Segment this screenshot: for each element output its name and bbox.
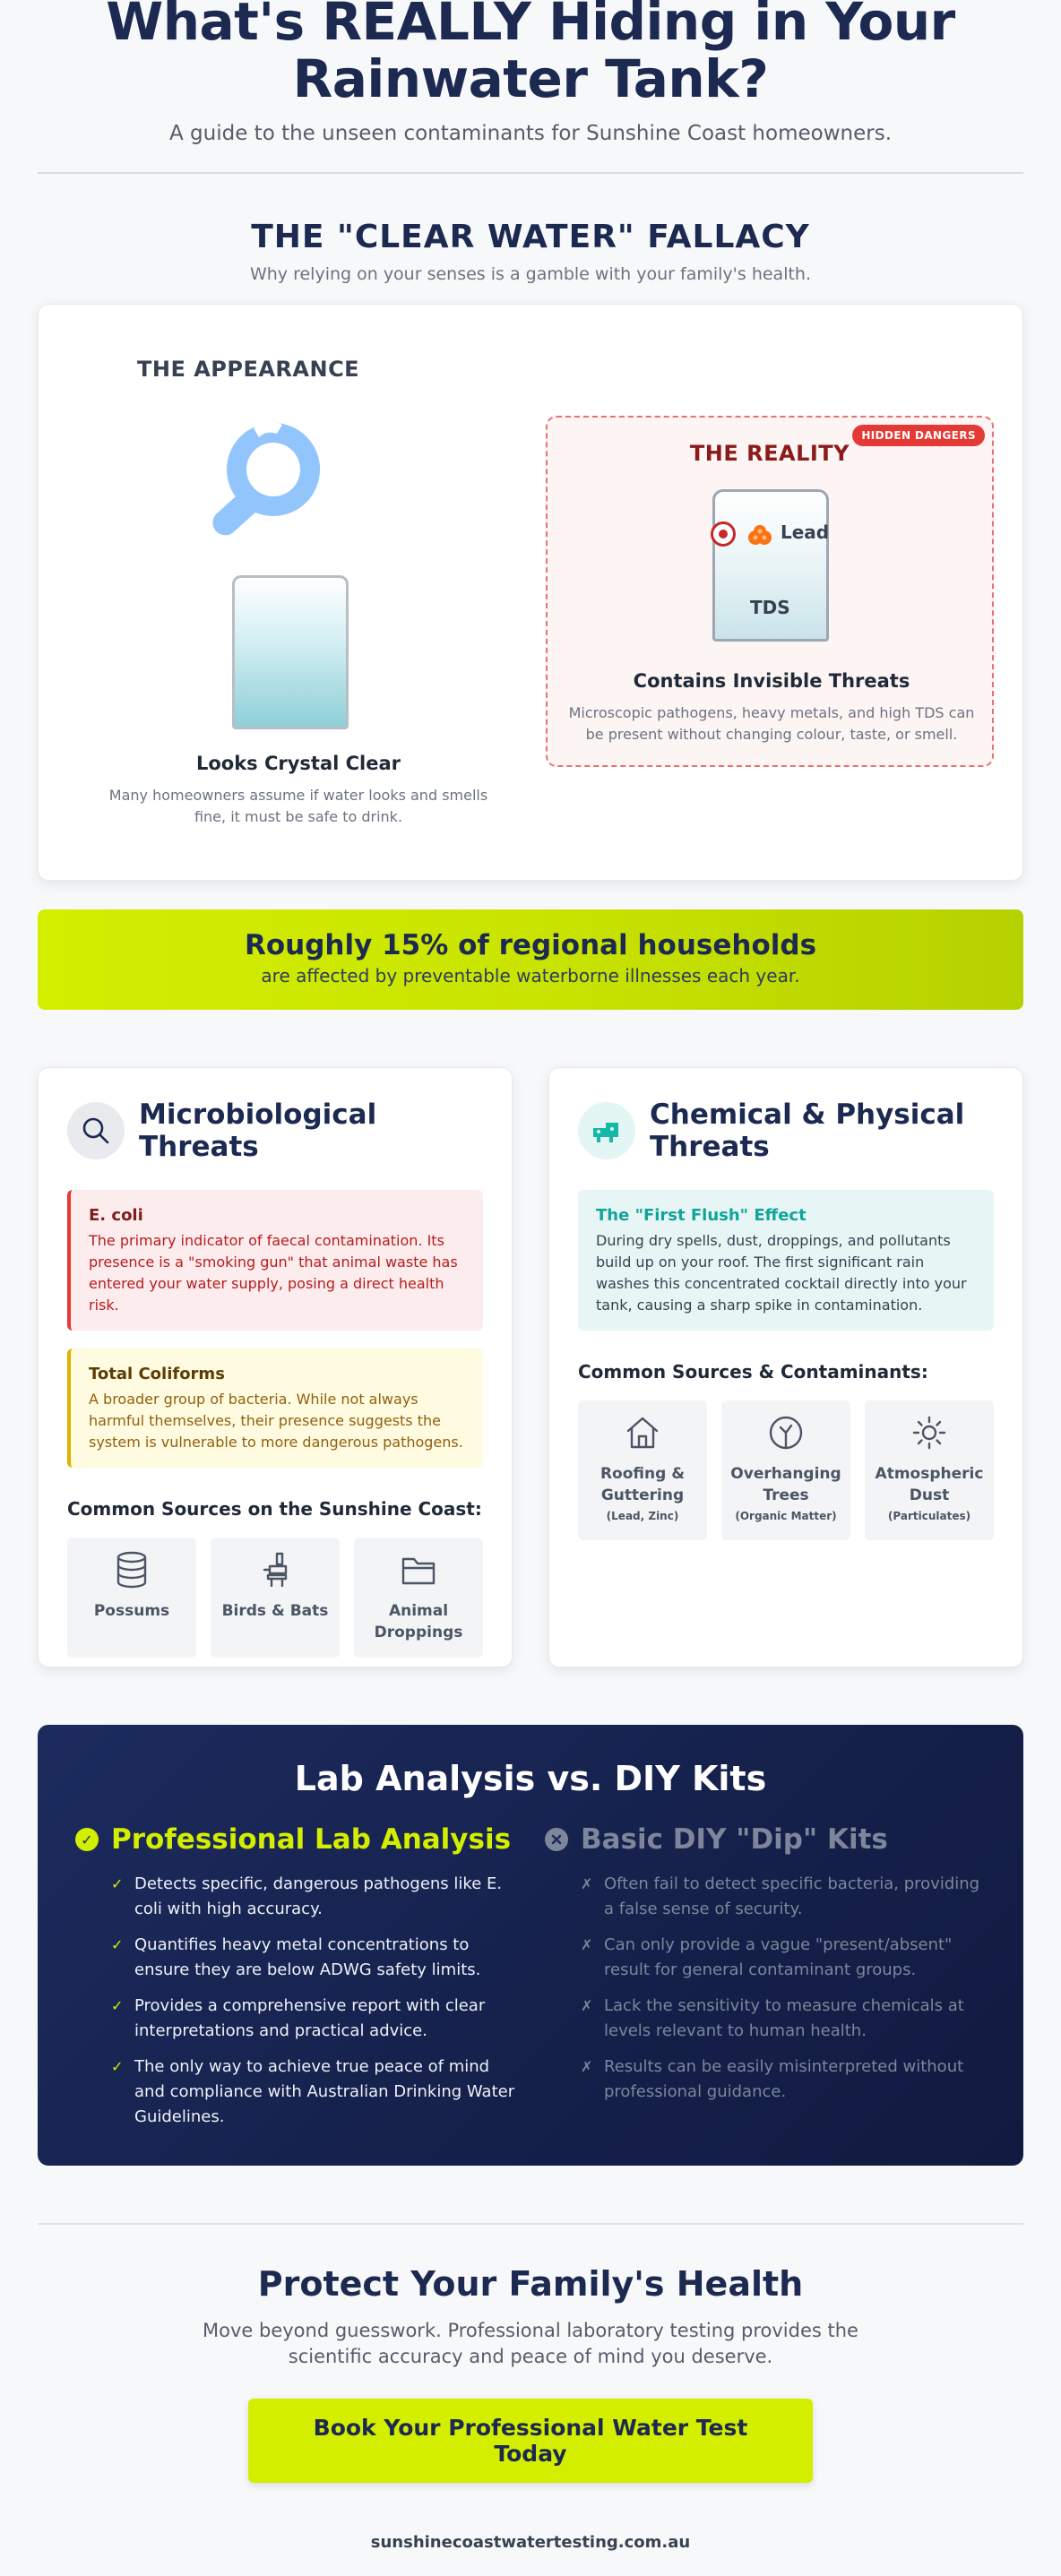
statistic-banner xyxy=(38,909,1023,1010)
source-sublabel: (Particulates) xyxy=(887,1510,971,1522)
list-item-text: Lack the sensitivity to measure chemicals at levels relevant to human health. xyxy=(604,1996,964,2040)
fallacy-subtitle: Why relying on your senses is a gamble with your family's health. xyxy=(249,264,812,284)
cross-icon: ✗ xyxy=(581,1936,593,1953)
cta-text: Move beyond guesswork. Professional laboratory testing provides the scientific accuracy and peace of mind you deserve. xyxy=(203,2320,858,2367)
chem-sources-list xyxy=(578,1400,994,1540)
ecoli-title: E. coli xyxy=(89,1206,143,1225)
source-label: Birds & Bats xyxy=(221,1602,329,1620)
factory-icon xyxy=(578,1102,635,1159)
clear-water-glass xyxy=(232,575,349,729)
home-icon xyxy=(623,1439,662,1456)
cross-icon: ✗ xyxy=(581,1875,593,1892)
source-label: Animal Droppings xyxy=(374,1602,463,1641)
hidden-dangers-badge: HIDDEN DANGERS xyxy=(852,425,985,446)
fallacy-card xyxy=(38,304,1023,881)
coliforms-alert xyxy=(67,1348,483,1468)
list-item-text: The only way to achieve true peace of mind and compliance with Australian Drinking Water Guidelines. xyxy=(134,2057,515,2126)
bacteria-icon xyxy=(746,523,773,552)
bird-icon xyxy=(257,1576,293,1593)
list-item xyxy=(111,1933,523,1983)
source-animal-droppings xyxy=(354,1538,483,1658)
page-title: What's REALLY Hiding in Your Rainwater Tank? xyxy=(106,0,955,109)
list-item xyxy=(581,1933,993,1983)
contaminated-water-glass xyxy=(712,489,829,642)
reality-heading: THE REALITY xyxy=(689,441,850,466)
cross-icon: ✗ xyxy=(581,1997,593,2014)
appearance-heading: THE APPEARANCE xyxy=(137,357,360,382)
sun-icon xyxy=(910,1439,949,1456)
appearance-caption-title: Looks Crystal Clear xyxy=(195,753,401,774)
ecoli-text: The primary indicator of faecal contamination. Its presence is a "smoking gun" that animal waste has entered your water supply, posing a direct health risk. xyxy=(89,1232,458,1314)
call-to-action xyxy=(38,2264,1023,2552)
magnifier-icon xyxy=(200,410,334,557)
source-label: Overhanging Trees xyxy=(730,1465,841,1504)
check-icon: ✓ xyxy=(111,1936,124,1953)
source-label: Roofing & Guttering xyxy=(600,1465,686,1504)
reality-caption-title: Contains Invisible Threats xyxy=(633,670,910,692)
appearance-caption xyxy=(92,753,505,828)
chem-sources-heading: Common Sources & Contaminants: xyxy=(578,1361,928,1383)
professional-list xyxy=(75,1872,523,2130)
list-item-text: Can only provide a vague "present/absent" result for general contaminant groups. xyxy=(604,1935,953,1979)
reality-caption xyxy=(565,670,978,745)
cross-icon: ✗ xyxy=(581,2058,593,2075)
list-item xyxy=(581,1872,993,1922)
check-icon: ✓ xyxy=(111,1997,124,2014)
lab-title: Lab Analysis vs. DIY Kits xyxy=(294,1759,767,1798)
source-possums xyxy=(67,1538,196,1658)
statistic-detail: are affected by preventable waterborne illnesses each year. xyxy=(261,965,800,986)
microbiological-header xyxy=(67,1098,483,1163)
list-item-text: Quantifies heavy metal concentrations to ensure they are below ADWG safety limits. xyxy=(134,1935,481,1979)
cross-circle-icon xyxy=(545,1828,568,1851)
fallacy-title: THE "CLEAR WATER" FALLACY xyxy=(251,219,810,255)
check-icon: ✓ xyxy=(111,1875,124,1892)
professional-title: Professional Lab Analysis xyxy=(111,1823,512,1856)
reality-caption-text: Microscopic pathogens, heavy metals, and high TDS can be present without changing colour, taste, or smell. xyxy=(568,704,975,743)
list-item xyxy=(581,2055,993,2105)
cta-divider xyxy=(38,2223,1023,2225)
folder-icon xyxy=(399,1576,438,1593)
coliforms-title: Total Coliforms xyxy=(89,1365,225,1383)
page-subtitle: A guide to the unseen contaminants for Sunshine Coast homeowners. xyxy=(169,122,892,145)
tree-icon xyxy=(766,1439,806,1456)
fallacy-header xyxy=(38,219,1023,284)
check-circle-icon: ✓ xyxy=(75,1828,99,1851)
coliforms-text: A broader group of bacteria. While not always harmful themselves, their presence suggests the system is vulnerable to more dangerous pathogens. xyxy=(89,1391,463,1451)
first-flush-title: The "First Flush" Effect xyxy=(596,1206,807,1225)
source-dust xyxy=(865,1400,994,1540)
list-item-text: Detects specific, dangerous pathogens like E. coli with high accuracy. xyxy=(134,1874,503,1918)
cta-title: Protect Your Family's Health xyxy=(257,2264,804,2304)
threats-row xyxy=(38,1067,1023,1667)
ecoli-alert xyxy=(67,1190,483,1331)
source-label: Possums xyxy=(93,1602,170,1620)
source-sublabel: (Organic Matter) xyxy=(735,1510,837,1522)
statistic-headline: Roughly 15% of regional households xyxy=(244,929,817,961)
professional-heading xyxy=(75,1823,523,1856)
source-birds-bats xyxy=(211,1538,340,1658)
chemical-card xyxy=(548,1067,1023,1667)
reality-panel xyxy=(546,416,994,767)
lab-comparison xyxy=(38,1725,1023,2166)
first-flush-text: During dry spells, dust, droppings, and pollutants build up on your roof. The first significant rain washes this concentrated cocktail directly into your tank, causing a sharp spike in contamination. xyxy=(596,1232,967,1314)
hero-divider xyxy=(38,172,1023,174)
list-item xyxy=(111,2055,523,2130)
check-icon: ✓ xyxy=(111,2058,124,2075)
chemical-title: Chemical & Physical Threats xyxy=(650,1098,965,1163)
source-label: Atmospheric Dust xyxy=(875,1465,984,1504)
search-icon xyxy=(67,1102,125,1159)
database-icon xyxy=(114,1576,150,1593)
source-trees xyxy=(721,1400,850,1540)
target-icon xyxy=(711,521,736,547)
diy-title: Basic DIY "Dip" Kits xyxy=(581,1823,888,1856)
website-link[interactable]: sunshinecoastwatertesting.com.au xyxy=(370,2533,691,2552)
diy-list xyxy=(545,1872,993,2105)
first-flush-alert xyxy=(578,1190,994,1331)
hero xyxy=(38,0,1023,145)
appearance-caption-text: Many homeowners assume if water looks and smells fine, it must be safe to drink. xyxy=(108,787,488,825)
chemical-header xyxy=(578,1098,994,1163)
micro-sources-heading: Common Sources on the Sunshine Coast: xyxy=(67,1498,482,1520)
lead-label: Lead xyxy=(781,521,830,543)
source-roofing xyxy=(578,1400,707,1540)
microbiological-card xyxy=(38,1067,513,1667)
list-item-text: Often fail to detect specific bacteria, providing a false sense of security. xyxy=(604,1874,980,1918)
source-sublabel: (Lead, Zinc) xyxy=(606,1510,679,1522)
book-test-button[interactable]: Book Your Professional Water Test Today xyxy=(248,2399,813,2483)
list-item-text: Results can be easily misinterpreted without professional guidance. xyxy=(604,2057,964,2101)
list-item xyxy=(111,1872,523,1922)
diy-heading xyxy=(545,1823,993,1856)
professional-column xyxy=(75,1823,523,2141)
micro-sources-list xyxy=(67,1538,483,1658)
appearance-panel xyxy=(101,357,496,382)
list-item xyxy=(581,1994,993,2044)
diy-column xyxy=(545,1823,993,2115)
tds-label: TDS xyxy=(750,597,790,618)
list-item-text: Provides a comprehensive report with clear interpretations and practical advice. xyxy=(134,1996,486,2040)
list-item xyxy=(111,1994,523,2044)
microbiological-title: Microbiological Threats xyxy=(139,1098,377,1163)
